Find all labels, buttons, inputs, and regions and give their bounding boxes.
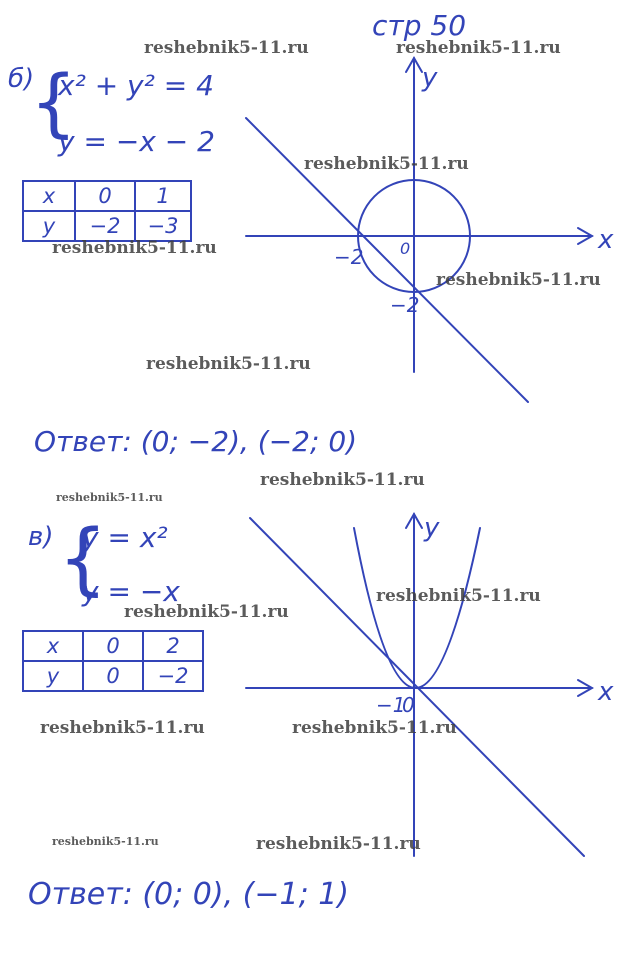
y-axis-label: y [422,63,438,93]
table-cell: 0 [83,631,143,661]
x-axis-label: x [598,677,614,707]
watermark: reshebnik5-11.ru [256,834,421,854]
watermark: reshebnik5-11.ru [52,835,159,848]
table-cell: −2 [143,661,203,691]
problem-v-equation-1: y = x² [82,521,168,554]
table-cell: −2 [75,211,135,241]
parabola-curve [354,528,480,688]
table-cell: x [23,181,75,211]
watermark: reshebnik5-11.ru [260,470,425,490]
table-cell: 1 [135,181,191,211]
table-cell: 0 [83,661,143,691]
table-cell: y [23,661,83,691]
watermark: reshebnik5-11.ru [396,38,561,58]
x-axis-label: x [598,225,614,255]
problem-b-equation-2: y = −x − 2 [58,125,215,158]
watermark: reshebnik5-11.ru [146,354,311,374]
tick-label-neg1: −1 [376,693,406,717]
problem-b-label: б) [8,64,35,94]
page-number: стр 50 [372,9,467,42]
table-cell: 2 [143,631,203,661]
problem-v-label: в) [28,522,54,552]
table-cell: y [23,211,75,241]
tick-label-y-neg2: −2 [390,293,420,317]
tick-label-x-neg2: −2 [334,245,364,269]
problem-v-equation-2: y = −x [82,575,180,608]
origin-label: 0 [400,239,411,258]
problem-b-answer: Ответ: (0; −2), (−2; 0) [34,425,358,458]
table-cell: −3 [135,211,191,241]
origin-label: 0 [402,693,415,717]
problem-b-brace: { [30,60,78,146]
problem-v-answer: Ответ: (0; 0), (−1; 1) [28,877,350,912]
watermark: reshebnik5-11.ru [52,238,217,258]
problem-b-equation-1: x² + y² = 4 [58,69,214,102]
table-cell: x [23,631,83,661]
y-axis-label: y [424,513,440,543]
watermark: reshebnik5-11.ru [124,602,289,622]
table-cell: 0 [75,181,135,211]
watermark: reshebnik5-11.ru [376,586,541,606]
watermark: reshebnik5-11.ru [40,718,205,738]
watermark: reshebnik5-11.ru [304,154,469,174]
problem-v-brace: { [58,514,108,604]
watermark: reshebnik5-11.ru [292,718,457,738]
watermark: reshebnik5-11.ru [144,38,309,58]
watermark: reshebnik5-11.ru [56,491,163,504]
watermark: reshebnik5-11.ru [436,270,601,290]
